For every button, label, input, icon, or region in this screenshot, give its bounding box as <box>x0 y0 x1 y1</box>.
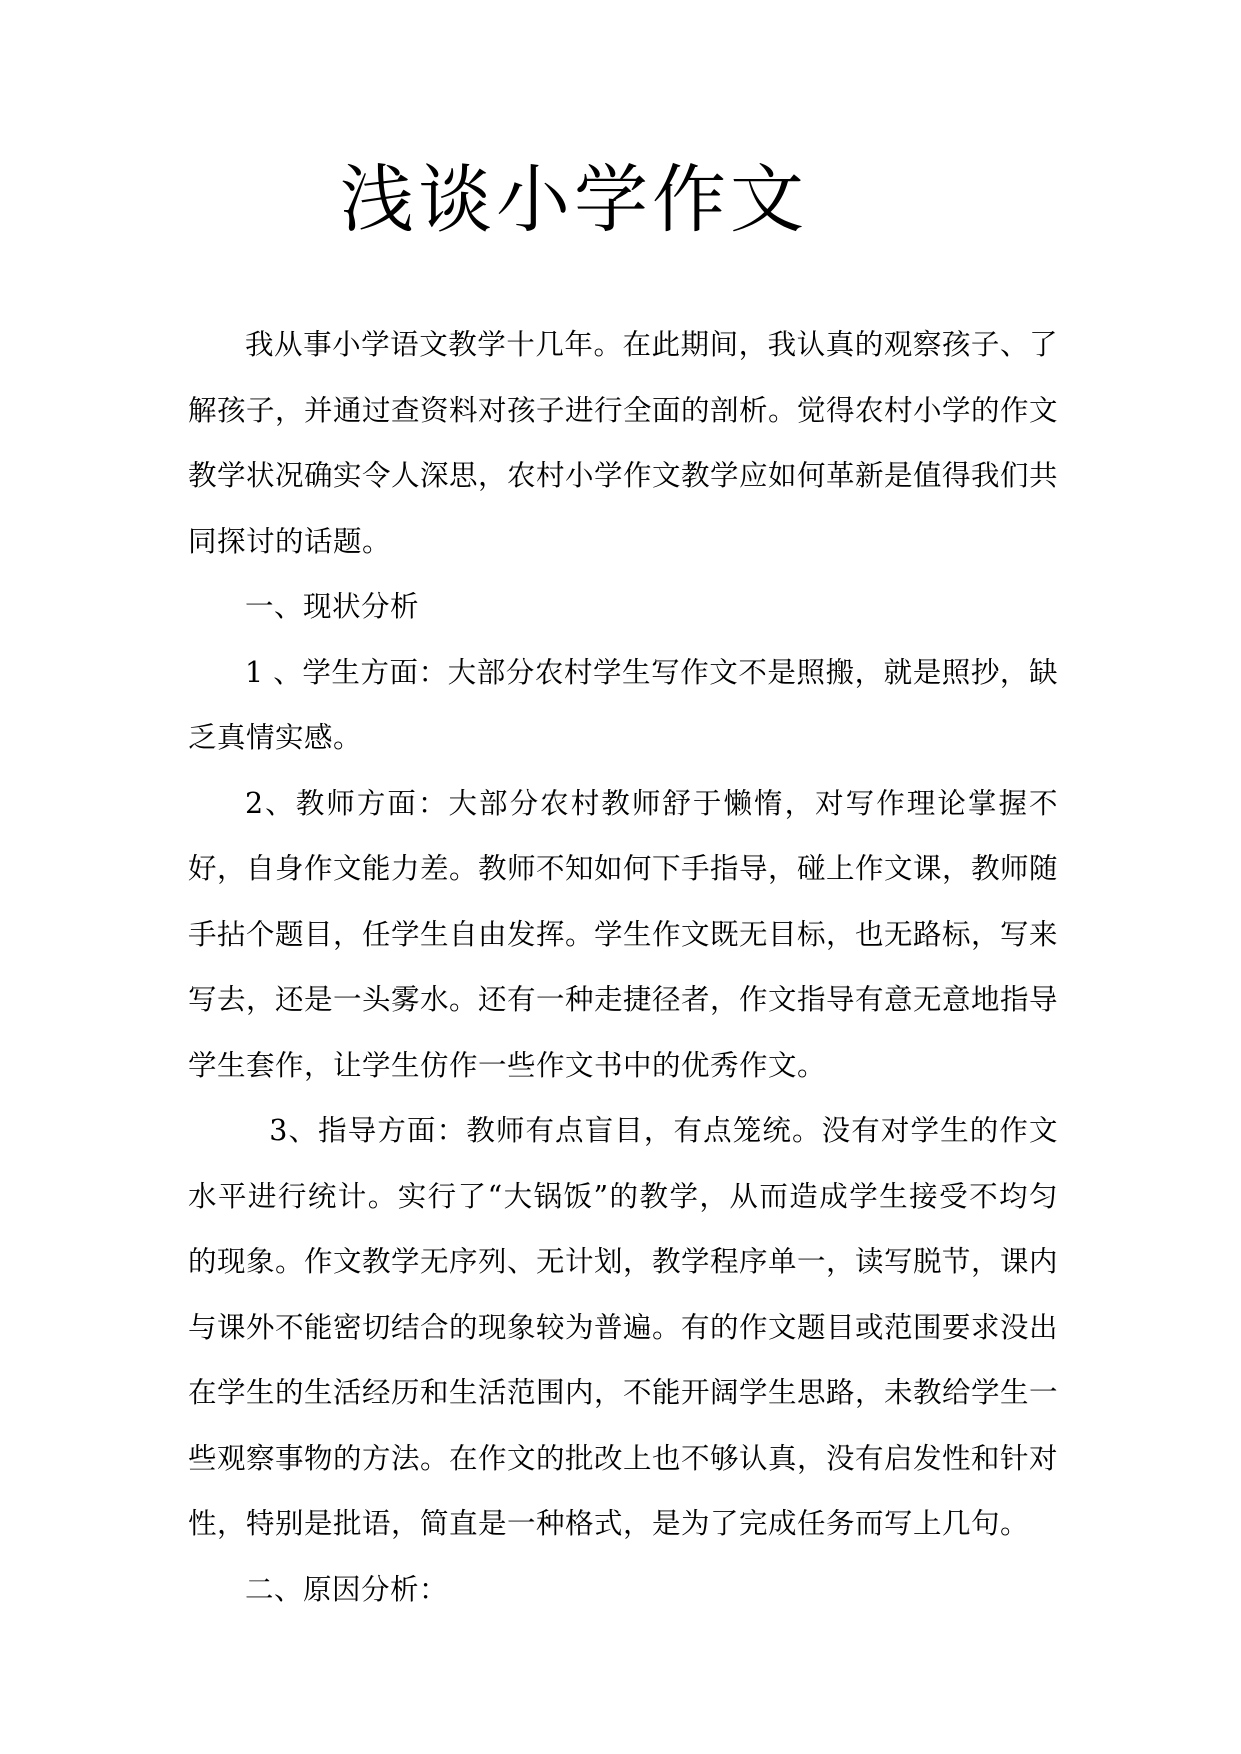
paragraph-intro: 我从事小学语文教学十几年。在此期间，我认真的观察孩子、了解孩子，并通过查资料对孩子进行全面的剖析。觉得农村小学的作文教学状况确实令人深思，农村小学作文教学应如何革新是值得我们共同探讨的话题。 <box>188 328 1059 558</box>
heading-current-situation: 一、现状分析 <box>245 590 420 623</box>
paragraph-guidance: 3、指导方面：教师有点盲目，有点笼统。没有对学生的作文水平进行统计。实行了“大锅饭”的教学，从而造成学生接受不均匀的现象。作文教学无序列、无计划，教学程序单一，读写脱节，课内与课外不能密切结合的现象较为普遍。有的作文题目或范围要求没出在学生的生活经历和生活范围内，不能开阔学生思路，未教给学生一些观察事物的方法。在作文的批改上也不够认真，没有启发性和针对性，特别是批语，简直是一种格式，是为了完成任务而写上几句。 <box>188 1114 1059 1540</box>
paragraph-teachers: 2、教师方面：大部分农村教师舒于懒惰，对写作理论掌握不好，自身作文能力差。教师不知如何下手指导，碰上作文课，教师随手拈个题目，任学生自由发挥。学生作文既无目标，也无路标，写来写去，还是一头雾水。还有一种走捷径者，作文指导有意无意地指导学生套作，让学生仿作一些作文书中的优秀作文。 <box>188 786 1059 1082</box>
document-body <box>188 312 1058 1622</box>
heading-cause-analysis: 二、原因分析： <box>245 1572 449 1606</box>
document-title: 浅谈小学作文 <box>340 157 808 243</box>
paragraph-students: 1 、学生方面：大部分农村学生写作文不是照搬，就是照抄，缺乏真情实感。 <box>188 655 1058 754</box>
